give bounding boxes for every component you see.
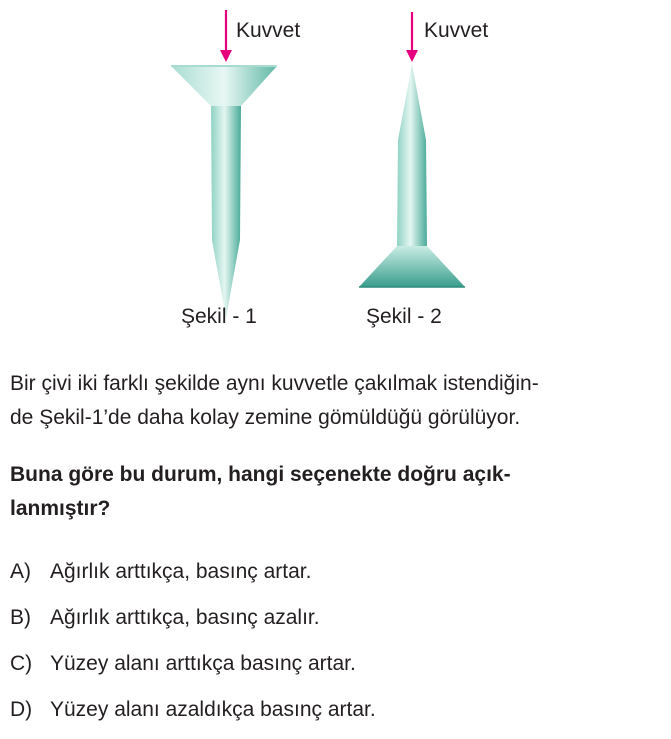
option-text: Yüzey alanı azaldıkça basınç artar. [50,698,376,721]
option-a[interactable] [10,555,662,601]
nail-shaft-2 [397,64,427,248]
force-label-2: Kuvvet [424,19,489,42]
force-arrow-head-1 [220,50,232,62]
option-text: Ağırlık arttıkça, basınç artar. [50,560,312,583]
stem-line-1: Bir çivi iki farklı şekilde aynı kuvvetle çakılmak istendiğin- [10,372,539,395]
option-d[interactable] [10,693,662,739]
nail-head-1 [171,66,277,106]
option-text: Ağırlık arttıkça, basınç azalır. [50,606,320,629]
figure-caption-2: Şekil - 2 [366,305,442,328]
stem-line-2: de Şekil-1’de daha kolay zemine gömüldüğü görülüyor. [10,406,521,429]
prompt-line-2: lanmıştır? [10,497,111,520]
figure-caption-1: Şekil - 1 [181,305,257,328]
question-stem [10,367,662,435]
nail-head-2 [359,246,465,287]
force-arrow-head-2 [406,50,418,62]
nail-figures [0,0,671,340]
prompt-line-1: Buna göre bu durum, hangi seçenekte doğru açık- [10,463,511,486]
figure-area [0,0,671,340]
nail-figure-1 [171,10,277,318]
nail-figure-2 [359,12,465,287]
force-label-1: Kuvvet [236,19,301,42]
option-c[interactable] [10,647,662,693]
option-letter: A) [10,560,31,583]
answer-options [10,555,662,739]
option-b[interactable] [10,601,662,647]
option-letter: C) [10,652,33,675]
question-prompt [10,458,662,526]
option-letter: B) [10,606,31,629]
option-text: Yüzey alanı arttıkça basınç artar. [50,652,356,675]
option-letter: D) [10,698,33,721]
nail-shaft-1 [211,106,241,318]
